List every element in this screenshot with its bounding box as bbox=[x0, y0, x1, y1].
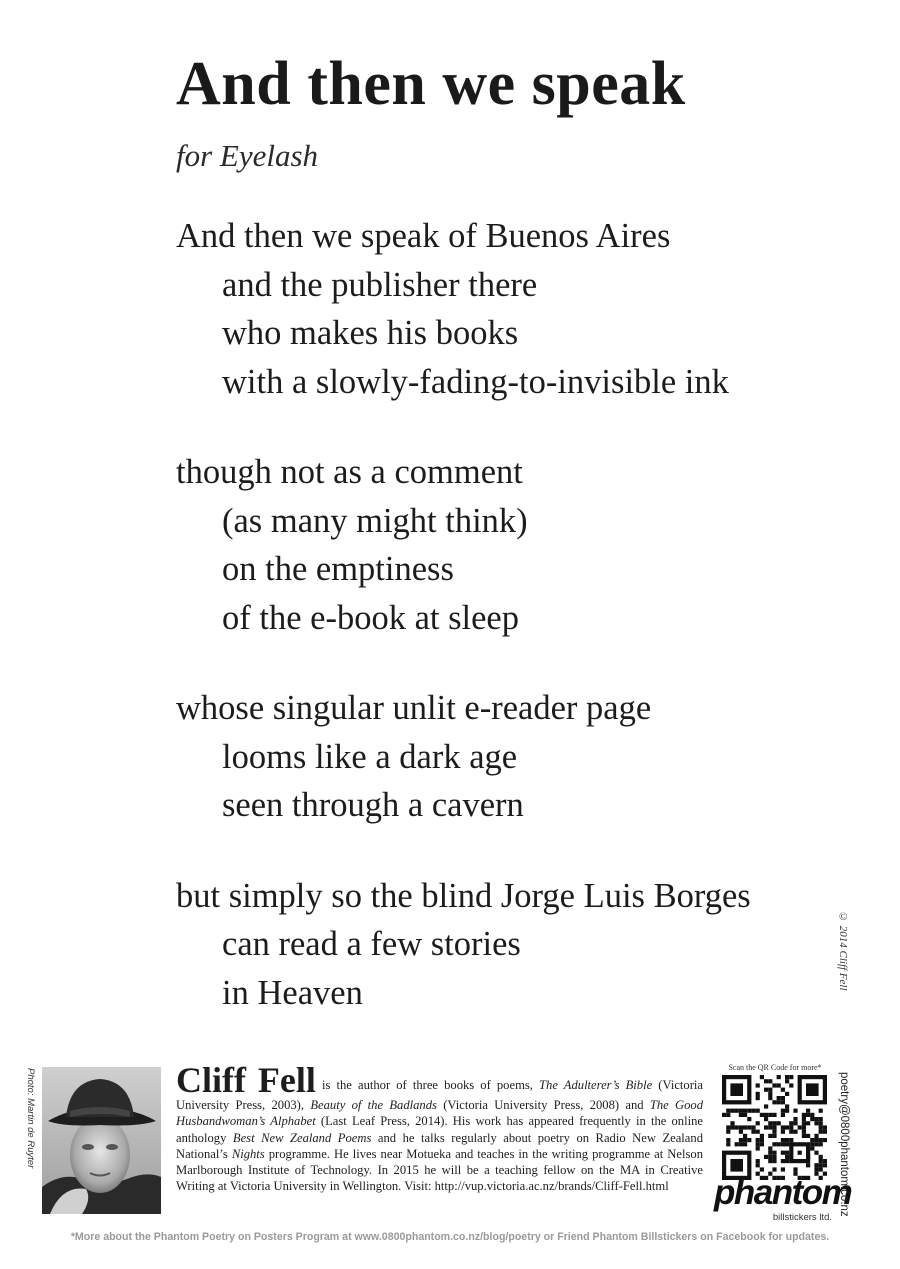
author-portrait-image bbox=[42, 1067, 161, 1214]
photo-credit: Photo: Martin de Ruyter bbox=[25, 1068, 36, 1169]
poem-line: whose singular unlit e-reader page bbox=[176, 689, 652, 727]
author-photo bbox=[42, 1067, 161, 1214]
copyright-notice: © 2014 Cliff Fell bbox=[837, 911, 849, 991]
book-title: Beauty of the Badlands bbox=[310, 1098, 437, 1112]
poem-line: on the emptiness bbox=[222, 550, 454, 588]
poem-line: of the e-book at sleep bbox=[222, 598, 519, 637]
poem-title: And then we speak bbox=[176, 50, 686, 118]
poem-line: seen through a cavern bbox=[222, 786, 524, 824]
qr-caption: Scan the QR Code for more* bbox=[728, 1063, 822, 1072]
phantom-logo-subtitle: billstickers ltd. bbox=[772, 1212, 832, 1223]
author-name: Cliff Fell bbox=[176, 1060, 316, 1100]
poem-line: (as many might think) bbox=[222, 501, 528, 540]
poem-line: and the publisher there bbox=[222, 265, 538, 304]
poem-line: but simply so the blind Jorge Luis Borges bbox=[176, 876, 751, 915]
bio-text-segment: (Victoria University Press, 2008) and bbox=[436, 1098, 650, 1112]
stanza bbox=[176, 684, 816, 830]
phantom-logo: phantom bbox=[714, 1173, 852, 1212]
book-title: The Adulterer’s Bible bbox=[539, 1078, 653, 1092]
bio-text-segment: is the author of three books of poems, bbox=[315, 1078, 540, 1092]
qr-code[interactable] bbox=[722, 1075, 827, 1180]
stanza bbox=[176, 212, 816, 406]
poem-line: can read a few stories bbox=[222, 925, 521, 963]
poem-line: though not as a comment bbox=[176, 453, 523, 491]
stanza bbox=[176, 872, 816, 1018]
poem-line: in Heaven bbox=[222, 973, 363, 1012]
bio-text-segment: and he talks regularly about poetry on Radio New Zealand National’s bbox=[176, 1130, 703, 1161]
contact-email[interactable]: poetry@0800phantom.co.nz bbox=[838, 1072, 850, 1217]
bio-text-segment: programme. He lives near Motueka and teaches in the writing programme at Nelson Marlborough Institute of Technology. In 2015 he will be a teaching fellow on the MA in Creative Writing at Victoria University in Wellington. Visit: http://vup.victoria.ac.nz/brands/Cliff-Fell.html bbox=[176, 1146, 703, 1194]
book-title: Nights bbox=[231, 1146, 265, 1161]
book-title: Best New Zealand Poems bbox=[232, 1130, 372, 1145]
poem-line: with a slowly-fading-to-invisible ink bbox=[222, 362, 729, 401]
dedication: for Eyelash bbox=[176, 138, 319, 173]
stanza bbox=[176, 448, 816, 642]
poem-line: looms like a dark age bbox=[222, 737, 518, 776]
book-title: The Good Husbandwoman’s Alphabet bbox=[176, 1098, 704, 1129]
poem-line: who makes his books bbox=[222, 314, 519, 352]
poem-line: And then we speak of Buenos Aires bbox=[176, 217, 671, 255]
poem-body bbox=[176, 212, 816, 1059]
footer-note: *More about the Phantom Poetry on Posters Program at www.0800phantom.co.nz/blog/poetry or Friend Phantom Billstickers on Facebook for updates. bbox=[70, 1231, 830, 1243]
bio-text-segment: (Last Leaf Press, 2014). His work has appeared frequently in the online anthology bbox=[176, 1114, 703, 1145]
bio-text-segment: (Victoria University Press, 2003), bbox=[176, 1078, 704, 1112]
author-bio bbox=[176, 1060, 704, 1195]
